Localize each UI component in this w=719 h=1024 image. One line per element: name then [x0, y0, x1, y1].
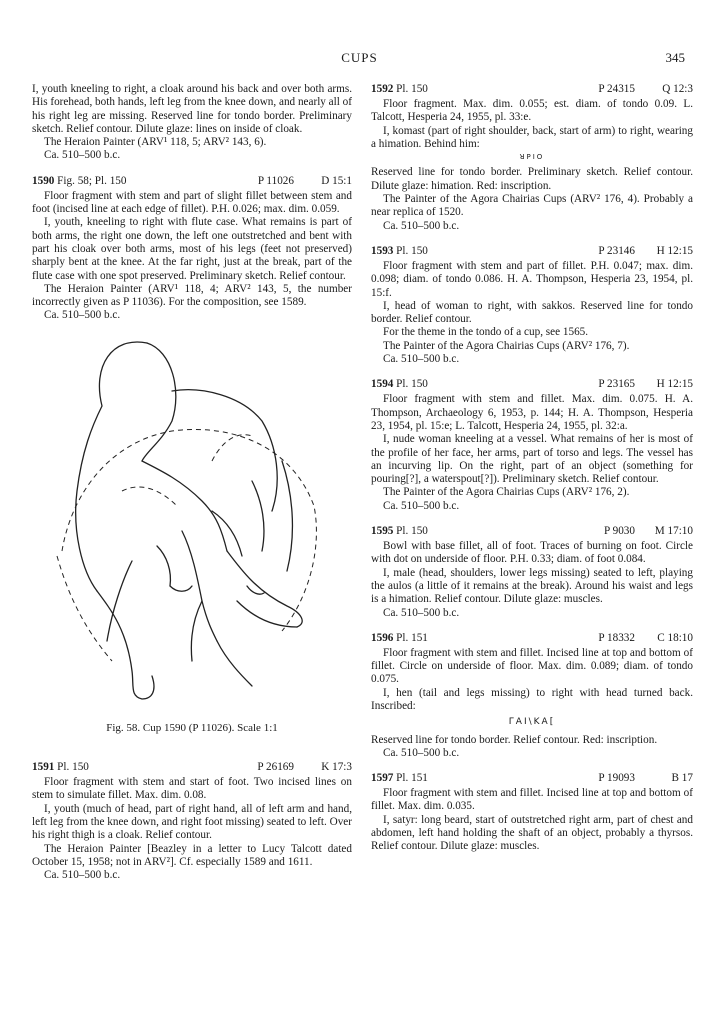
figure-58-caption: Fig. 58. Cup 1590 (P 11026). Scale 1:1 — [106, 721, 278, 734]
entry-1596-number: 1596 — [371, 631, 394, 644]
entry-1591-number: 1591 — [32, 761, 55, 774]
entry-1591-inventory: P 26169 — [257, 761, 294, 774]
entry-1592-deposit: Q 12:3 — [662, 83, 693, 95]
page-number: 345 — [665, 50, 685, 65]
entry-1597-header — [371, 772, 693, 786]
entry-1596-description: I, hen (tail and legs missing) to right with head turned back. Inscribed: — [371, 686, 693, 712]
entry-1590-header — [32, 175, 352, 189]
entry-1589-description: I, youth kneeling to right, a cloak around his back and over both arms. His forehead, both hands, left leg from the knee down, and nearly all of his right leg are missing. Reserved line for tondo border. Preliminary sketch. Relief contour. Dilute glaze: lines on inside of cloak. — [32, 83, 352, 135]
entry-1594-plate: Pl. 150 — [396, 378, 428, 391]
entry-1591-plate: Pl. 150 — [57, 761, 89, 774]
entry-1597-deposit: B 17 — [671, 772, 693, 785]
running-head — [0, 50, 719, 70]
entry-1593-fabric: Floor fragment with stem and part of fillet. P.H. 0.047; max. dim. 0.098; diam. of tondo 0.086. H. A. Thompson, Hesperia 23, 1954, pl. 15:f. — [371, 259, 693, 299]
entry-1595-date: Ca. 510–500 b.c. — [383, 606, 460, 619]
entry-1594-deposit: H 12:15 — [656, 378, 693, 391]
entry-1591-header — [32, 761, 352, 775]
entry-1593-plate: Pl. 150 — [396, 244, 428, 257]
entry-1590-inventory: P 11026 — [257, 174, 294, 187]
entry-1593-number: 1593 — [371, 244, 394, 257]
entry-1597-number: 1597 — [371, 772, 394, 785]
kneeling-youth-drawing — [52, 331, 322, 701]
entry-1594-header — [371, 378, 693, 392]
page-title: CUPS — [341, 50, 378, 65]
entry-1594-fabric: Floor fragment with stem and fillet. Max. dim. 0.075. H. A. Thompson, Archaeology 6, 1953, p. 144; H. A. Thompson, Hesperia 23, 1954, pl. 15:e; L. Talcott, Hesperia 24, 1955, pl. 32:a. — [371, 393, 693, 432]
entry-1592-number: 1592 — [371, 83, 394, 95]
entry-1594-inventory: P 23165 — [598, 378, 635, 391]
entry-1595-description: I, male (head, shoulders, lower legs missing) seated to left, playing the aulos (a little of it remains at the break). Around his waist and legs is a himation. Relief contour. Dilute glaze: muscles. — [371, 566, 693, 606]
entry-1593-deposit: H 12:15 — [656, 244, 693, 257]
entry-1591-attribution: The Heraion Painter [Beazley in a letter to Lucy Talcott dated October 15, 1958; not in ARV²]. Cf. especially 1589 and 1611. — [32, 842, 352, 868]
entry-1596-fabric: Floor fragment with stem and fillet. Incised line at top and bottom of fillet. Circle on underside of floor. Max. dim. 0.089; diam. of tondo 0.075. — [371, 646, 693, 686]
entry-1593-date: Ca. 510–500 b.c. — [383, 353, 460, 366]
entry-1595-plate: Pl. 150 — [396, 525, 428, 538]
entry-1595-inventory: P 9030 — [604, 525, 635, 538]
left-column — [32, 83, 352, 882]
entry-1593-inventory: P 23146 — [598, 244, 635, 257]
entry-1596-plate: Pl. 151 — [396, 631, 428, 644]
entry-1595-header — [371, 525, 693, 539]
entry-1590-fabric: Floor fragment with stem and part of slight fillet between stem and foot (incised line at each edge of fillet). P.H. 0.026; max. dim. 0.059. — [32, 189, 352, 216]
entry-1593-description: I, head of woman to right, with sakkos. Reserved line for tondo border. Relief contour. — [371, 299, 693, 326]
entry-1596-deposit: C 18:10 — [657, 631, 693, 644]
entry-1594-date: Ca. 510–500 b.c. — [383, 499, 460, 512]
entry-1591-fabric: Floor fragment with stem and start of foot. Two incised lines on stem to simulate fillet. Max. dim. 0.08. — [32, 776, 352, 802]
entry-1597-fabric: Floor fragment with stem and fillet. Incised line at top and bottom of fillet. Max. dim. 0.035. — [371, 787, 693, 813]
entry-1596-date: Ca. 510–500 b.c. — [383, 746, 460, 759]
entry-1592-technique: Reserved line for tondo border. Preliminary sketch. Relief contour. Dilute glaze: himation. Red: inscription. — [371, 166, 693, 192]
entry-1595-number: 1595 — [371, 525, 394, 538]
entry-1592-header — [371, 83, 693, 97]
entry-1597-description: I, satyr: long beard, start of outstretched right arm, part of chest and abdomen, left hand holding the shaft of an object, probably a thyrsos. Relief contour. Dilute glaze: muscles. — [371, 813, 693, 853]
entry-1594-description: I, nude woman kneeling at a vessel. What remains of her is most of the profile of her face, her arms, part of torso and legs. The vessel has an incurving lip. On the right, part of an object (something for pouring[?], a waterspout[?]). Preliminary sketch. Relief contour. — [371, 433, 693, 486]
entry-1596-header — [371, 632, 693, 646]
entry-1592-attribution: The Painter of the Agora Chairias Cups (ARV² 176, 4). Probably a near replica of 1520. — [371, 193, 693, 219]
entry-1591-date: Ca. 510–500 b.c. — [44, 869, 121, 882]
entry-1596-inscription: ΓΑΙ\ΚΑ[ — [508, 717, 556, 728]
entry-1596-inventory: P 18332 — [598, 631, 635, 644]
entry-1591-description: I, youth (much of head, part of right hand, all of left arm and hand, left leg from the knee down, and right foot missing) seated to left. Over his right thigh is a cloak. Relief contour. — [32, 802, 352, 842]
entry-1592-date: Ca. 510–500 b.c. — [383, 219, 460, 232]
entry-1593-theme: For the theme in the tondo of a cup, see 1565. — [383, 326, 589, 339]
entry-1592-plate: Pl. 150 — [396, 83, 428, 95]
entry-1593-header — [371, 245, 693, 259]
entry-1590-plate: Fig. 58; Pl. 150 — [57, 174, 127, 187]
entry-1592-inventory: P 24315 — [598, 83, 635, 95]
entry-1597-plate: Pl. 151 — [396, 772, 428, 785]
entry-1592-inscription: ꓤΡΙΟ — [519, 153, 545, 162]
figure-58 — [32, 331, 352, 716]
entry-1593-attribution: The Painter of the Agora Chairias Cups (ARV² 176, 7). — [383, 339, 630, 352]
entry-1592-description: I, komast (part of right shoulder, back, start of arm) to right, wearing a himation. Behind him: — [371, 124, 693, 150]
entry-1595-fabric: Bowl with base fillet, all of foot. Traces of burning on foot. Circle with dot on underside of floor. P.H. 0.33; diam. of foot 0.084. — [371, 540, 693, 566]
entry-1592-fabric: Floor fragment. Max. dim. 0.055; est. diam. of tondo 0.09. L. Talcott, Hesperia 24, 1955, pl. 33:e. — [371, 98, 693, 124]
entry-1590-attribution: The Heraion Painter (ARV¹ 118, 4; ARV² 143, 5, the number incorrectly given as P 11036). For the composition, see 1589. — [32, 282, 352, 309]
entry-1590-date: Ca. 510–500 b.c. — [44, 309, 121, 322]
entry-1590-description: I, youth, kneeling to right with flute case. What remains is part of both arms, the right one down, the left one outstretched and bent with part his cloak over both arms, most of his legs (feet not preserved) sharply bent at the knee. At the far right, just at the break, part of the flute case with one spot preserved. Preliminary sketch. Relief contour. — [32, 216, 352, 282]
right-column — [371, 83, 693, 854]
entry-1596-technique: Reserved line for tondo border. Relief contour. Red: inscription. — [371, 733, 658, 746]
entry-1591-deposit: K 17:3 — [321, 761, 352, 774]
entry-1595-deposit: M 17:10 — [654, 525, 693, 538]
entry-1594-attribution: The Painter of the Agora Chairias Cups (ARV² 176, 2). — [383, 486, 630, 499]
entry-1594-number: 1594 — [371, 378, 394, 391]
entry-1589-attribution: The Heraion Painter (ARV¹ 118, 5; ARV² 143, 6). — [44, 136, 267, 149]
entry-1590-number: 1590 — [32, 174, 55, 187]
entry-1589-date: Ca. 510–500 b.c. — [44, 149, 121, 162]
entry-1590-deposit: D 15:1 — [321, 174, 352, 187]
entry-1597-inventory: P 19093 — [598, 772, 635, 785]
